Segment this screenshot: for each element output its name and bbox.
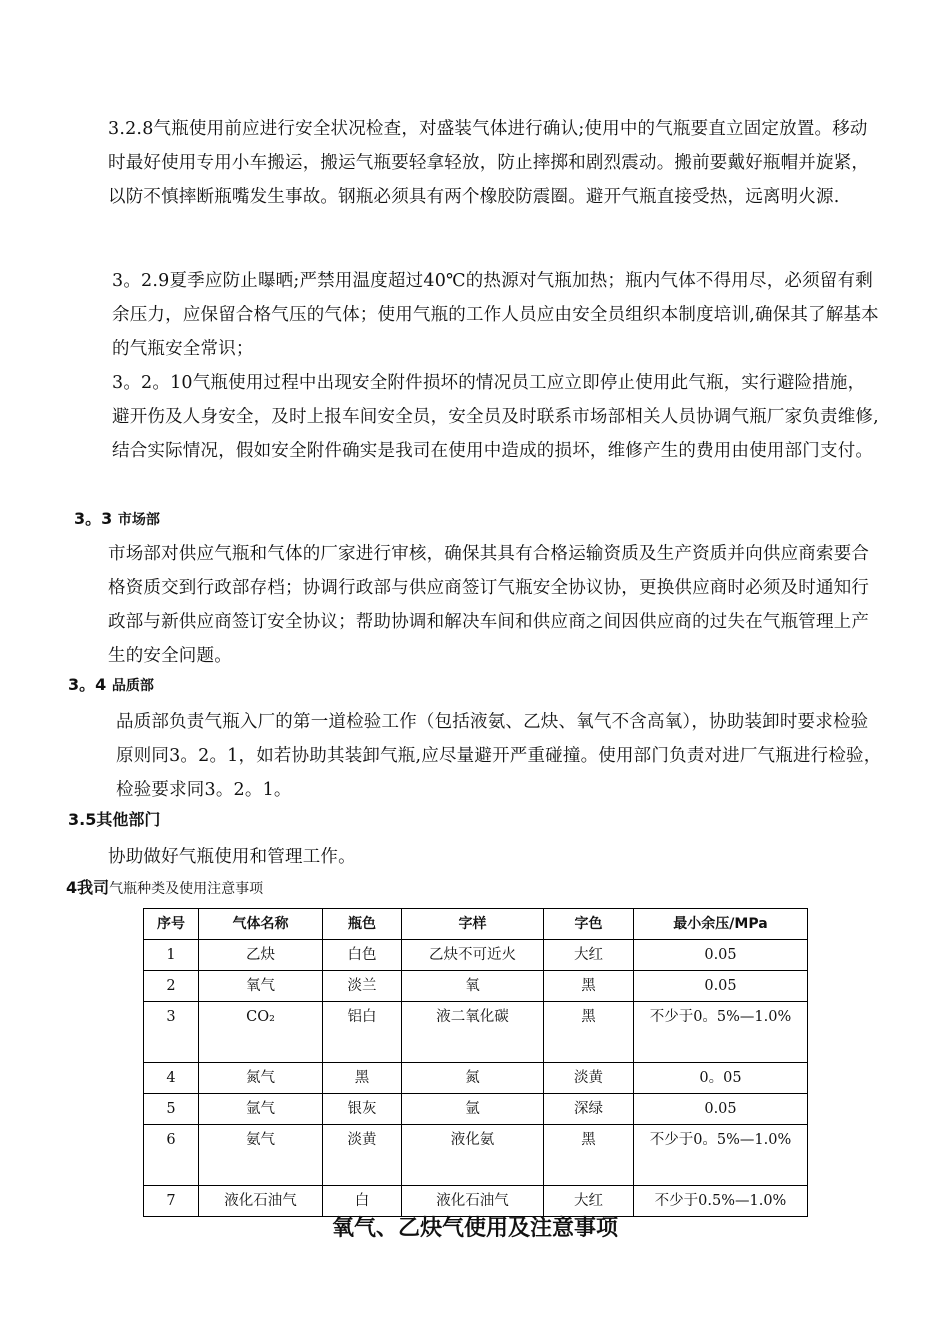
paragraph-3-4: 品质部负责气瓶入厂的第一道检验工作（包括液氨、乙炔、氧气不含高氧），协助装卸时要求检验原则同3。2。1，如若协助其装卸气瓶,应尽量避开严重碰撞。使用部门负责对进厂气瓶进行检验，检验要求同3。2。1。 [116, 712, 882, 800]
paragraph-3-3: 市场部对供应气瓶和气体的厂家进行审核，确保其具有合格运输资质及生产资质并向供应商索要合格资质交到行政部存档；协调行政部与供应商签订气瓶安全协议协，更换供应商时必须及时通知行政部与新供应商签订安全协议；帮助协调和解决车间和供应商之间因供应商的过失在气瓶管理上产生的安全问题。 [108, 544, 870, 666]
table-cell: 深绿 [544, 1094, 634, 1125]
table-cell: 乙炔不可近火 [402, 940, 544, 971]
table-cell: 氮 [402, 1063, 544, 1094]
table-cell: 大红 [544, 1186, 634, 1217]
table-cell: 氨气 [199, 1125, 323, 1186]
table-row [144, 1125, 808, 1186]
table-cell: 氩 [402, 1094, 544, 1125]
table-header-cell: 字样 [402, 909, 544, 940]
table-cell: 不少于0。5%—1.0% [634, 1002, 808, 1063]
heading-4 [66, 875, 263, 902]
table-cell: CO₂ [199, 1002, 323, 1063]
table-cell: 大红 [544, 940, 634, 971]
table-cell: 黑 [544, 1002, 634, 1063]
table-cell: 7 [144, 1186, 199, 1217]
table-cell: 淡黄 [544, 1063, 634, 1094]
table-cell: 0.05 [634, 940, 808, 971]
table-row [144, 940, 808, 971]
paragraph-3-2-9: 3。2.9夏季应防止曝晒;严禁用温度超过40℃的热源对气瓶加热；瓶内气体不得用尽，必须留有剩余压力，应保留合格气压的气体；使用气瓶的工作人员应由安全员组织本制度培训,确保其了解基本的气瓶安全常识； [112, 271, 879, 359]
table-cell: 0。05 [634, 1063, 808, 1094]
table-header-cell: 瓶色 [323, 909, 402, 940]
table-cell: 5 [144, 1094, 199, 1125]
table-cell: 氧气 [199, 971, 323, 1002]
table-cell: 银灰 [323, 1094, 402, 1125]
table-row [144, 1063, 808, 1094]
table-cell: 黑 [544, 971, 634, 1002]
paragraph-3-2-8: 3.2.8气瓶使用前应进行安全状况检查，对盛装气体进行确认;使用中的气瓶要直立固定放置。移动时最好使用专用小车搬运，搬运气瓶要轻拿轻放，防止摔掷和剧烈震动。搬前要戴好瓶帽并旋紧，以防不慎摔断瓶嘴发生事故。钢瓶必须具有两个橡胶防震圈。避开气瓶直接受热，远离明火源. [108, 119, 870, 207]
heading-4-light: 气瓶种类及使用注意事项 [109, 881, 264, 897]
heading-3-4 [68, 672, 154, 699]
table-cell: 0.05 [634, 1094, 808, 1125]
heading-3-5: 3.5其他部门 [68, 810, 161, 829]
table-cell: 2 [144, 971, 199, 1002]
table-cell: 液二氧化碳 [402, 1002, 544, 1063]
heading-3-4-number: 3。4 [68, 675, 107, 694]
heading-3-3-text: 市场部 [117, 512, 160, 528]
table-cell: 氧 [402, 971, 544, 1002]
table-cell: 黑 [323, 1063, 402, 1094]
table-cell: 1 [144, 940, 199, 971]
heading-3-3 [74, 506, 160, 533]
heading-3-3-number: 3。3 [74, 509, 113, 528]
heading-4-bold: 4我司 [66, 878, 110, 897]
table-row [144, 1002, 808, 1063]
table-header-row [144, 909, 808, 940]
table-cell: 淡黄 [323, 1125, 402, 1186]
table-cell: 液化氨 [402, 1125, 544, 1186]
table-cell: 乙炔 [199, 940, 323, 971]
table-cell: 液化石油气 [402, 1186, 544, 1217]
table-cell: 黑 [544, 1125, 634, 1186]
paragraph-3-2-10: 3。2。10气瓶使用过程中出现安全附件损坏的情况员工应立即停止使用此气瓶，实行避险措施，避开伤及人身安全，及时上报车间安全员，安全员及时联系市场部相关人员协调气瓶厂家负责维修,结合实际情况，假如安全附件确实是我司在使用中造成的损坏，维修产生的费用由使用部门支付。 [112, 373, 879, 461]
table-cell: 淡兰 [323, 971, 402, 1002]
table-cell: 白 [323, 1186, 402, 1217]
table-row [144, 1094, 808, 1125]
table-row [144, 971, 808, 1002]
table-cell: 氮气 [199, 1063, 323, 1094]
table-cell: 白色 [323, 940, 402, 971]
table-cell: 液化石油气 [199, 1186, 323, 1217]
table-cell: 4 [144, 1063, 199, 1094]
paragraph-3-5: 协助做好气瓶使用和管理工作。 [108, 847, 356, 867]
table-header-cell: 字色 [544, 909, 634, 940]
gas-cylinder-table [143, 908, 808, 1217]
table-header-cell: 最小余压/MPa [634, 909, 808, 940]
table-cell: 0.05 [634, 971, 808, 1002]
table-cell: 氩气 [199, 1094, 323, 1125]
table-cell: 铝白 [323, 1002, 402, 1063]
heading-3-4-text: 品质部 [111, 678, 154, 694]
table-cell: 不少于0.5%—1.0% [634, 1186, 808, 1217]
table-cell: 6 [144, 1125, 199, 1186]
table-cell: 3 [144, 1002, 199, 1063]
section-title: 氧气、乙炔气使用及注意事项 [331, 1216, 618, 1241]
table-header-cell: 序号 [144, 909, 199, 940]
table-cell: 不少于0。5%—1.0% [634, 1125, 808, 1186]
table-header-cell: 气体名称 [199, 909, 323, 940]
